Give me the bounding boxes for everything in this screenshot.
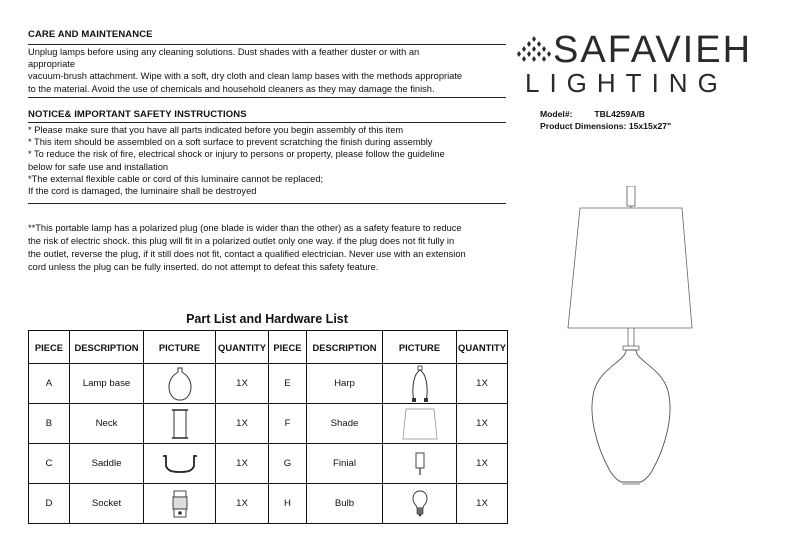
col-header-description: DESCRIPTION (307, 331, 383, 364)
product-dimensions (540, 121, 671, 131)
col-header-piece: PIECE (29, 331, 70, 364)
col-header-picture: PICTURE (144, 331, 216, 364)
plug-line: the outlet, reverse the plug, if it still does not fit, contact a qualified electrician. Never use with an extension (28, 249, 466, 259)
harp-icon (409, 365, 431, 403)
shade-icon (400, 407, 440, 441)
picture-cell (144, 444, 216, 484)
piece-cell: A (29, 364, 70, 404)
divider (28, 44, 506, 45)
table-row (29, 404, 508, 444)
col-header-quantity: QUANTITY (216, 331, 269, 364)
chandelier-icon (517, 36, 551, 64)
col-header-description: DESCRIPTION (70, 331, 144, 364)
col-header-piece: PIECE (269, 331, 307, 364)
safety-line: below for safe use and installation (28, 161, 169, 172)
picture-cell (144, 484, 216, 524)
col-header-picture: PICTURE (383, 331, 457, 364)
dims-value: 15x15x27" (628, 121, 672, 131)
piece-cell: H (269, 484, 307, 524)
divider (28, 203, 506, 204)
quantity-cell: 1X (216, 444, 269, 484)
table-row (29, 364, 508, 404)
piece-cell: C (29, 444, 70, 484)
table-row (29, 444, 508, 484)
care-text (28, 46, 504, 95)
parts-list-title: Part List and Hardware List (186, 312, 348, 326)
dims-label: Product Dimensions: (540, 121, 627, 131)
picture-cell (383, 484, 457, 524)
safety-line: * Please make sure that you have all parts indicated before you begin assembly of this item (28, 125, 404, 135)
description-cell: Saddle (70, 444, 144, 484)
plug-note (28, 222, 504, 274)
finial-icon (413, 451, 427, 477)
description-cell: Shade (307, 404, 383, 444)
socket-icon (171, 489, 189, 519)
divider (28, 97, 506, 98)
safety-title: NOTICE& IMPORTANT SAFETY INSTRUCTIONS (28, 109, 247, 120)
description-cell: Harp (307, 364, 383, 404)
plug-line: the risk of electric shock. this plug will fit in a polarized outlet only one way. if the plug does not fit fully in (28, 236, 455, 246)
piece-cell: F (269, 404, 307, 444)
saddle-icon (160, 452, 200, 476)
bulb-icon (412, 489, 428, 519)
lamp-illustration (560, 186, 700, 506)
plug-line: **This portable lamp has a polarized plug (one blade is wider than the other) as a safety feature to reduce (28, 223, 462, 233)
picture-cell (383, 404, 457, 444)
piece-cell: E (269, 364, 307, 404)
safety-line: If the cord is damaged, the luminaire shall be destroyed (28, 186, 257, 197)
description-cell: Finial (307, 444, 383, 484)
brand-name: SAFAVIEH (553, 29, 753, 71)
table-row (29, 484, 508, 524)
quantity-cell: 1X (457, 484, 508, 524)
quantity-cell: 1X (457, 364, 508, 404)
safety-line: * To reduce the risk of fire, electrical shock or injury to persons or property, please follow the guideline (28, 149, 445, 160)
safety-text (28, 124, 504, 197)
col-header-quantity: QUANTITY (457, 331, 508, 364)
parts-table (28, 330, 508, 524)
safety-line: * This item should be assembled on a soft surface to prevent scratching the finish during assembly (28, 137, 433, 148)
care-line: Unplug lamps before using any cleaning solutions. Dust shades with a feather duster or with an (28, 47, 420, 57)
care-line: appropriate (28, 59, 76, 70)
quantity-cell: 1X (216, 484, 269, 524)
model-number (540, 109, 645, 119)
model-value: TBL4259A/B (594, 109, 646, 119)
safety-line: *The external flexible cable or cord of this luminaire cannot be replaced; (28, 173, 324, 184)
picture-cell (144, 404, 216, 444)
piece-cell: B (29, 404, 70, 444)
plug-line: cord unless the plug can be fully inserted. do not attempt to defeat this safety feature. (28, 262, 379, 272)
quantity-cell: 1X (216, 404, 269, 444)
divider (28, 122, 506, 123)
piece-cell: G (269, 444, 307, 484)
picture-cell (383, 444, 457, 484)
care-line: vacuum-brush attachment. Wipe with a soft, dry cloth and clean lamp bases with the methods appropriate (28, 71, 463, 82)
quantity-cell: 1X (457, 404, 508, 444)
brand-sub: LIGHTING (525, 68, 728, 98)
care-line: to the material. Avoid the use of chemicals and household cleaners as they may damage the finish. (28, 83, 435, 94)
quantity-cell: 1X (216, 364, 269, 404)
picture-cell (383, 364, 457, 404)
description-cell: Lamp base (70, 364, 144, 404)
description-cell: Neck (70, 404, 144, 444)
picture-cell (144, 364, 216, 404)
table-header-row (29, 331, 508, 364)
care-title: CARE AND MAINTENANCE (28, 29, 153, 40)
lamp-base-icon (165, 366, 195, 402)
description-cell: Socket (70, 484, 144, 524)
neck-icon (168, 408, 192, 440)
description-cell: Bulb (307, 484, 383, 524)
model-label: Model#: (540, 109, 573, 119)
piece-cell: D (29, 484, 70, 524)
quantity-cell: 1X (457, 444, 508, 484)
brand-logo (517, 28, 753, 98)
